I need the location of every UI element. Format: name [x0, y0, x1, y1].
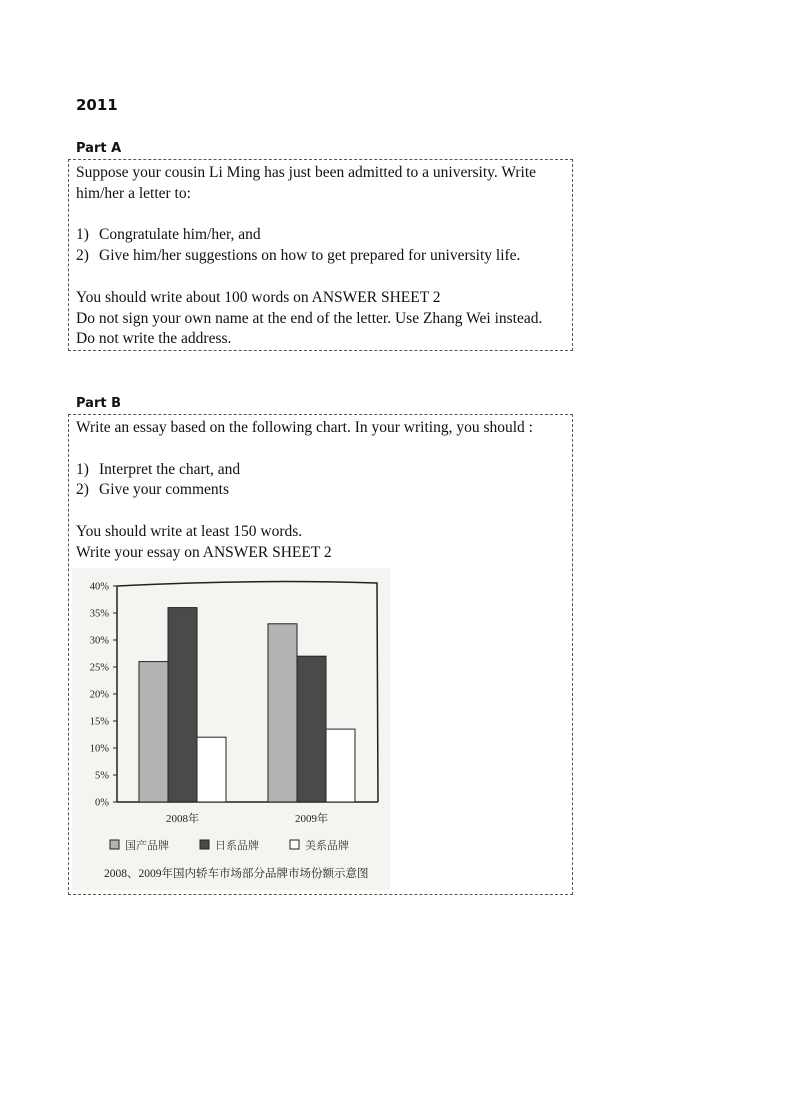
part-b-intro: Write an essay based on the following chart. In your writing, you should : — [76, 419, 533, 436]
legend-label: 国产品牌 — [125, 840, 169, 852]
y-tick-label: 10% — [89, 743, 109, 755]
legend-swatch — [200, 840, 209, 849]
y-tick-label: 35% — [89, 608, 109, 620]
y-tick-label: 25% — [89, 662, 109, 674]
bar — [297, 656, 326, 802]
part-a-note-1: You should write about 100 words on ANSWER SHEET 2 — [76, 288, 441, 306]
bar — [139, 662, 168, 802]
part-a-intro-line-2: him/her a letter to: — [76, 184, 191, 202]
part-a-box — [68, 159, 573, 351]
chart-title: 2008、2009年国内轿车市场部分品牌市场份额示意图 — [104, 868, 369, 880]
part-a-note-2: Do not sign your own name at the end of the letter. Use Zhang Wei instead. — [76, 309, 543, 327]
part-a-label: Part A — [76, 141, 122, 156]
part-b-label: Part B — [76, 396, 122, 411]
x-tick-label: 2009年 — [295, 813, 328, 825]
y-tick-label: 15% — [89, 716, 109, 728]
legend-label: 美系品牌 — [305, 840, 349, 852]
x-tick-label: 2008年 — [166, 813, 199, 825]
exam-year: 2011 — [76, 96, 118, 114]
part-b-item-2: 2) Give your comments — [76, 481, 230, 499]
legend-label: 日系品牌 — [215, 840, 259, 852]
legend-swatch — [110, 840, 119, 849]
bar — [268, 624, 297, 802]
part-b-note-2: Write your essay on ANSWER SHEET 2 — [76, 543, 332, 561]
chart-svg — [72, 568, 390, 890]
part-a-item-2: 2) Give him/her suggestions on how to get prepared for university life. — [76, 247, 521, 265]
bar — [326, 729, 355, 802]
market-share-chart — [72, 568, 390, 890]
y-tick-label: 40% — [89, 581, 109, 593]
bar — [197, 737, 226, 802]
bar — [168, 608, 197, 802]
part-a-item-1: 1) Congratulate him/her, and — [76, 226, 261, 244]
part-a-note-3: Do not write the address. — [76, 330, 232, 348]
part-b-note-1: You should write at least 150 words. — [76, 522, 303, 540]
y-tick-label: 30% — [89, 635, 109, 647]
part-a-intro-line-1: Suppose your cousin Li Ming has just been admitted to a university. Write — [76, 164, 537, 181]
y-tick-label: 20% — [89, 689, 109, 701]
y-tick-label: 5% — [95, 770, 109, 782]
part-b-item-1: 1) Interpret the chart, and — [76, 460, 241, 478]
legend-swatch — [290, 840, 299, 849]
y-tick-label: 0% — [95, 797, 109, 809]
